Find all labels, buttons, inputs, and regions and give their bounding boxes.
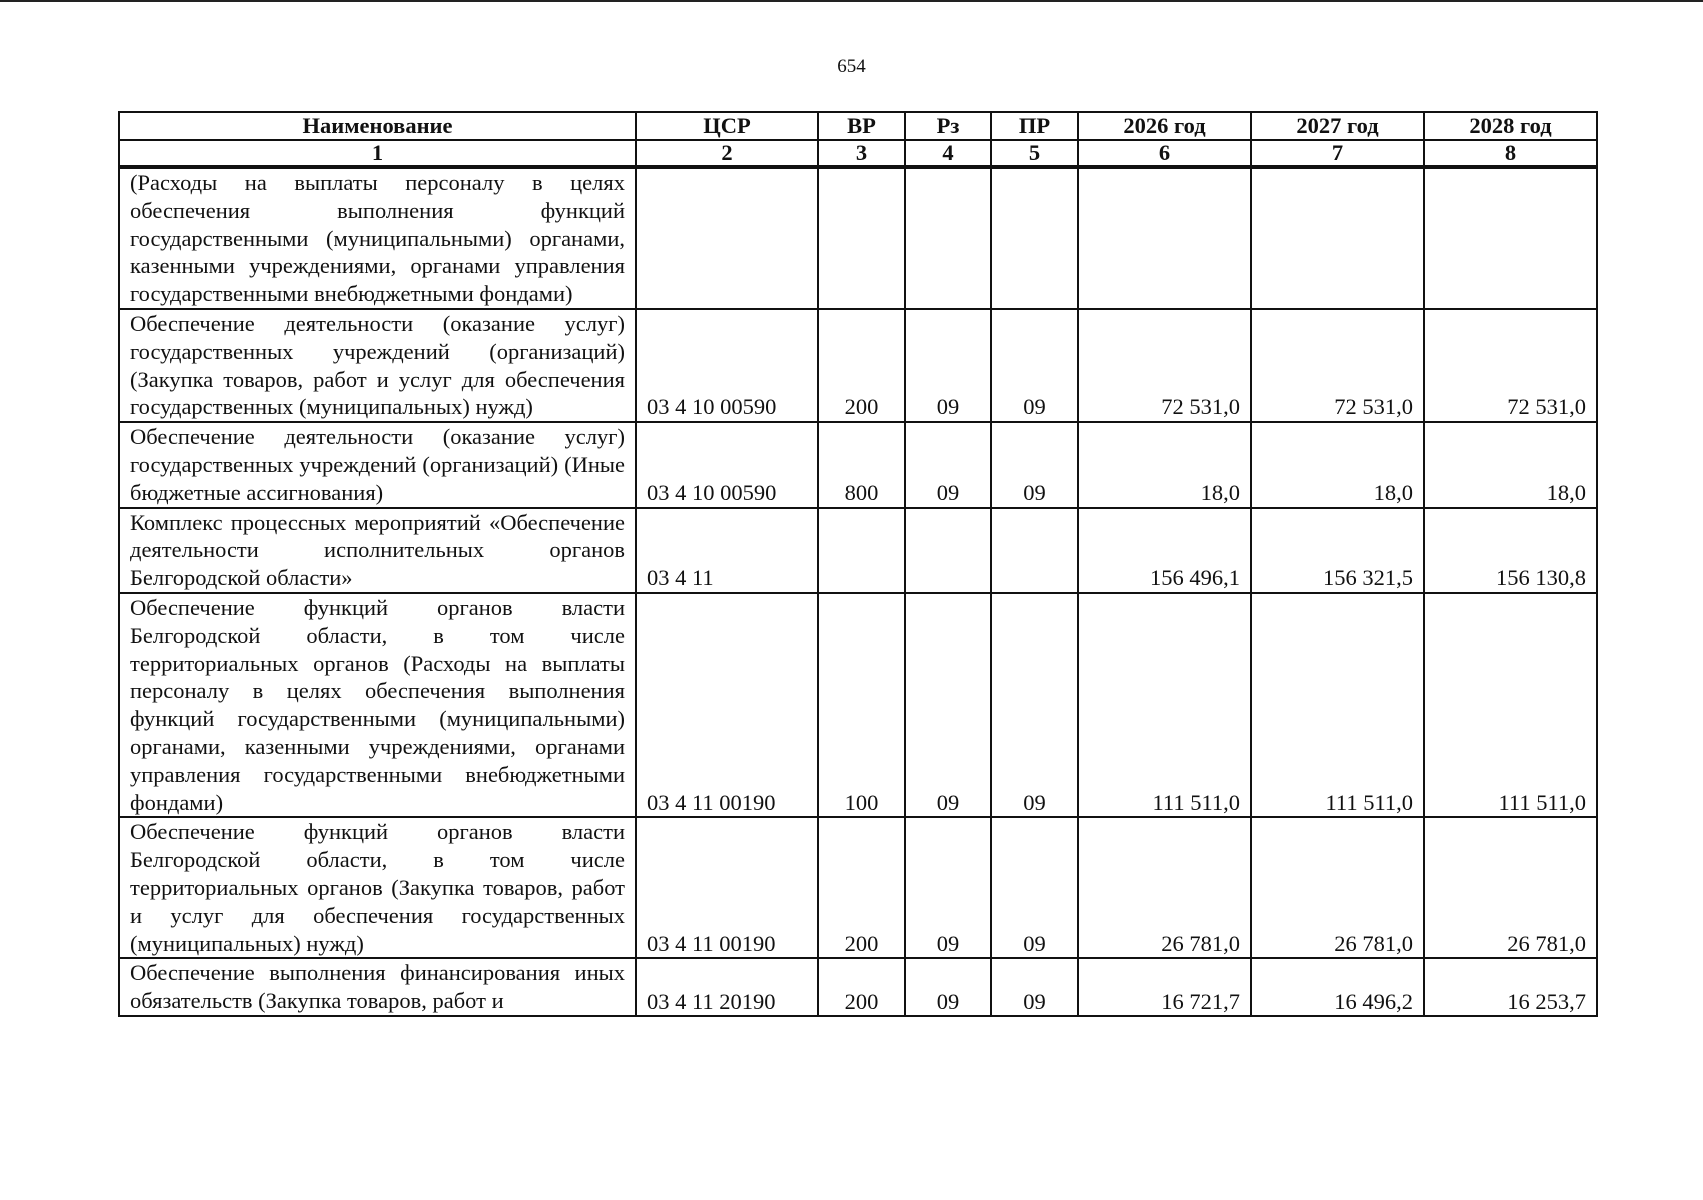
table-row bbox=[119, 593, 1597, 817]
row-amount-2027: 26 781,0 bbox=[1251, 817, 1424, 958]
row-name: Обеспечение функций органов власти Белгородской области, в том числе территориальных органов (Закупка товаров, работ и услуг для обеспечения государственных (муниципальных) нужд) bbox=[119, 817, 636, 958]
row-amount-2027: 111 511,0 bbox=[1251, 593, 1424, 817]
row-csr: 03 4 11 00190 bbox=[636, 593, 818, 817]
row-amount-2028: 156 130,8 bbox=[1424, 508, 1597, 593]
row-pr: 09 bbox=[991, 817, 1078, 958]
row-amount-2027: 156 321,5 bbox=[1251, 508, 1424, 593]
row-pr: 09 bbox=[991, 422, 1078, 507]
column-header-rz: Рз bbox=[905, 112, 991, 140]
row-amount-2028: 16 253,7 bbox=[1424, 958, 1597, 1016]
column-number: 7 bbox=[1251, 140, 1424, 167]
table-row bbox=[119, 958, 1597, 1016]
budget-table bbox=[118, 111, 1598, 1017]
table-row bbox=[119, 508, 1597, 593]
column-number: 8 bbox=[1424, 140, 1597, 167]
page-number: 654 bbox=[837, 56, 866, 77]
row-name: Комплекс процессных мероприятий «Обеспечение деятельности исполнительных органов Белгородской области» bbox=[119, 508, 636, 593]
row-amount-2026: 18,0 bbox=[1078, 422, 1251, 507]
row-csr: 03 4 11 00190 bbox=[636, 817, 818, 958]
column-number: 3 bbox=[818, 140, 905, 167]
row-vr: 800 bbox=[818, 422, 905, 507]
row-csr bbox=[636, 167, 818, 309]
column-number: 2 bbox=[636, 140, 818, 167]
row-amount-2027: 16 496,2 bbox=[1251, 958, 1424, 1016]
row-rz bbox=[905, 167, 991, 309]
row-csr: 03 4 10 00590 bbox=[636, 422, 818, 507]
row-name: (Расходы на выплаты персоналу в целях обеспечения выполнения функций государственными (муниципальными) органами, казенными учреждениями, органами управления государственными внебюджетными фондами) bbox=[119, 167, 636, 309]
row-amount-2028 bbox=[1424, 167, 1597, 309]
column-header-2027: 2027 год bbox=[1251, 112, 1424, 140]
row-amount-2027: 18,0 bbox=[1251, 422, 1424, 507]
row-vr: 200 bbox=[818, 817, 905, 958]
table-row bbox=[119, 167, 1597, 309]
row-amount-2026: 72 531,0 bbox=[1078, 309, 1251, 422]
column-header-pr: ПР bbox=[991, 112, 1078, 140]
row-name: Обеспечение деятельности (оказание услуг) государственных учреждений (организаций) (Закупка товаров, работ и услуг для обеспечения государственных (муниципальных) нужд) bbox=[119, 309, 636, 422]
row-name: Обеспечение функций органов власти Белгородской области, в том числе территориальных органов (Расходы на выплаты персоналу в целях обеспечения выполнения функций государственными (муниципальными) органами, казенными учреждениями, органами управления государственными внебюджетными фондами) bbox=[119, 593, 636, 817]
row-amount-2028: 26 781,0 bbox=[1424, 817, 1597, 958]
row-pr bbox=[991, 508, 1078, 593]
row-rz: 09 bbox=[905, 958, 991, 1016]
column-number-row bbox=[119, 140, 1597, 167]
row-rz: 09 bbox=[905, 309, 991, 422]
row-amount-2026 bbox=[1078, 167, 1251, 309]
row-amount-2026: 16 721,7 bbox=[1078, 958, 1251, 1016]
row-amount-2026: 111 511,0 bbox=[1078, 593, 1251, 817]
row-pr: 09 bbox=[991, 309, 1078, 422]
column-header-2028: 2028 год bbox=[1424, 112, 1597, 140]
row-vr bbox=[818, 508, 905, 593]
table-row bbox=[119, 422, 1597, 507]
row-csr: 03 4 10 00590 bbox=[636, 309, 818, 422]
column-number: 6 bbox=[1078, 140, 1251, 167]
row-amount-2028: 72 531,0 bbox=[1424, 309, 1597, 422]
table-row bbox=[119, 309, 1597, 422]
column-header-name: Наименование bbox=[119, 112, 636, 140]
row-amount-2027 bbox=[1251, 167, 1424, 309]
column-header-vr: ВР bbox=[818, 112, 905, 140]
header-row bbox=[119, 112, 1597, 140]
table-row bbox=[119, 817, 1597, 958]
column-number: 1 bbox=[119, 140, 636, 167]
row-pr: 09 bbox=[991, 958, 1078, 1016]
row-pr bbox=[991, 167, 1078, 309]
column-header-csr: ЦСР bbox=[636, 112, 818, 140]
row-csr: 03 4 11 bbox=[636, 508, 818, 593]
row-pr: 09 bbox=[991, 593, 1078, 817]
row-amount-2028: 111 511,0 bbox=[1424, 593, 1597, 817]
row-rz: 09 bbox=[905, 817, 991, 958]
row-name: Обеспечение деятельности (оказание услуг) государственных учреждений (организаций) (Иные бюджетные ассигнования) bbox=[119, 422, 636, 507]
row-vr: 200 bbox=[818, 958, 905, 1016]
scan-edge-line bbox=[0, 0, 1703, 2]
row-amount-2028: 18,0 bbox=[1424, 422, 1597, 507]
row-csr: 03 4 11 20190 bbox=[636, 958, 818, 1016]
row-amount-2026: 26 781,0 bbox=[1078, 817, 1251, 958]
row-vr bbox=[818, 167, 905, 309]
row-rz: 09 bbox=[905, 593, 991, 817]
column-number: 5 bbox=[991, 140, 1078, 167]
column-number: 4 bbox=[905, 140, 991, 167]
row-amount-2026: 156 496,1 bbox=[1078, 508, 1251, 593]
row-rz bbox=[905, 508, 991, 593]
row-amount-2027: 72 531,0 bbox=[1251, 309, 1424, 422]
row-name: Обеспечение выполнения финансирования иных обязательств (Закупка товаров, работ и bbox=[119, 958, 636, 1016]
column-header-2026: 2026 год bbox=[1078, 112, 1251, 140]
row-vr: 200 bbox=[818, 309, 905, 422]
row-rz: 09 bbox=[905, 422, 991, 507]
row-vr: 100 bbox=[818, 593, 905, 817]
